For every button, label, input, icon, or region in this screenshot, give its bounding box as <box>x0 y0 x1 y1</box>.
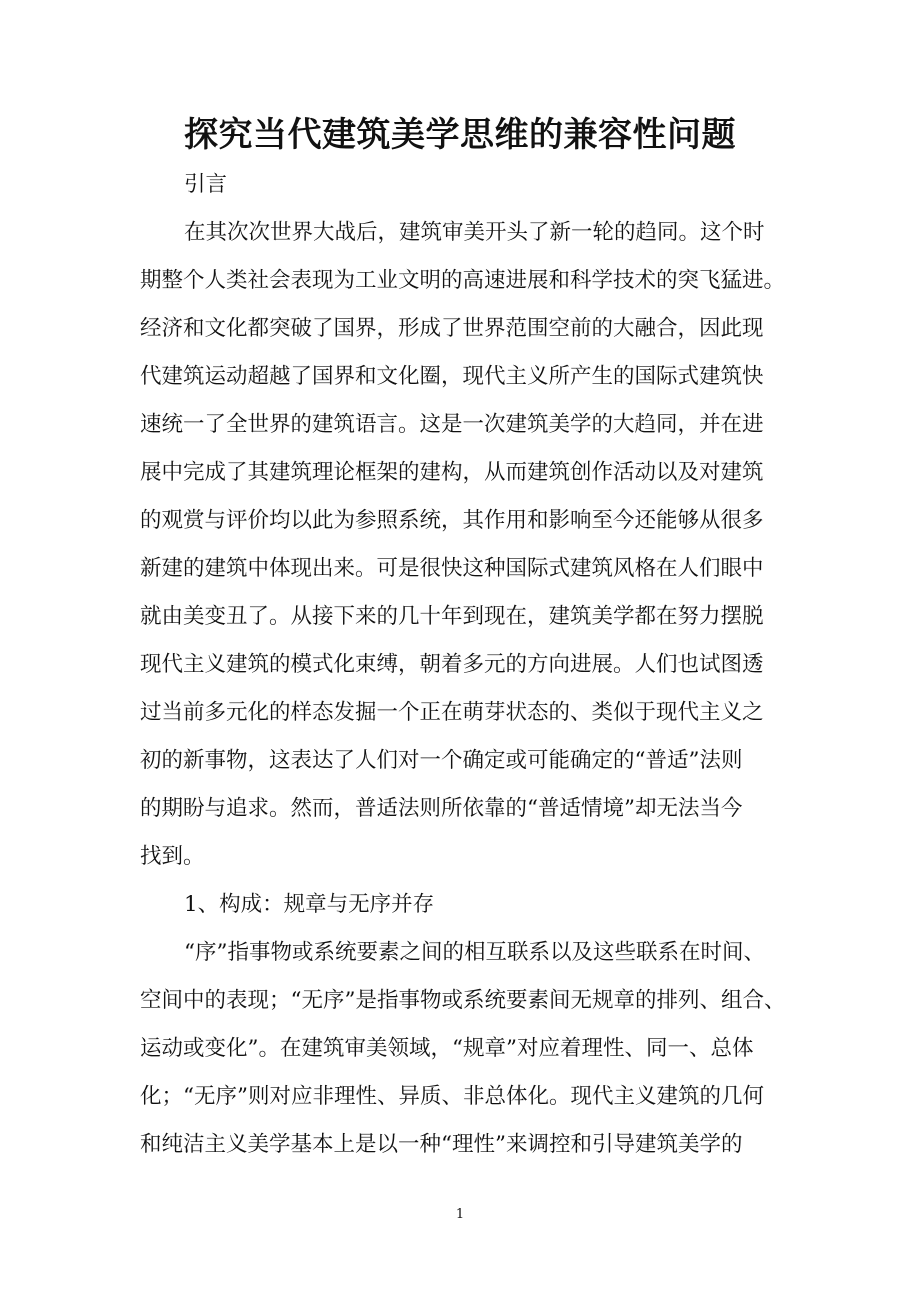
paragraph-line: 找到。 <box>140 844 205 869</box>
paragraph-line: “序”指事物或系统要素之间的相互联系以及这些联系在时间、 <box>184 940 765 965</box>
paragraph-line: 过当前多元化的样态发掘一个正在萌芽状态的、类似于现代主义之 <box>140 700 764 725</box>
paragraph-line: 在其次次世界大战后，建筑审美开头了新一轮的趋同。这个时 <box>184 220 765 245</box>
paragraph-line: 和纯洁主义美学基本上是以一种“理性”来调控和引导建筑美学的 <box>140 1132 743 1157</box>
paragraph-line: 代建筑运动超越了国界和文化圈，现代主义所产生的国际式建筑快 <box>140 364 764 389</box>
paragraph-2 <box>140 929 820 1169</box>
paragraph-line: 运动或变化”。在建筑审美领域，“规章”对应着理性、同一、总体 <box>140 1036 754 1061</box>
page-number: 1 <box>455 1207 465 1222</box>
paragraph-line: 的期盼与追求。然而，普适法则所依靠的“普适情境”却无法当今 <box>140 796 743 821</box>
paragraph-line: 速统一了全世界的建筑语言。这是一次建筑美学的大趋同，并在进 <box>140 412 764 437</box>
paragraph-line: 初的新事物，这表达了人们对一个确定或可能确定的“普适”法则 <box>140 748 743 773</box>
document-body <box>140 161 820 1169</box>
paragraph-line: 经济和文化都突破了国界，形成了世界范围空前的大融合，因此现 <box>140 316 764 341</box>
paragraph-line: 期整个人类社会表现为工业文明的高速进展和科学技术的突飞猛进。 <box>140 268 786 293</box>
paragraph-line: 空间中的表现；“无序”是指事物或系统要素间无规章的排列、组合、 <box>140 988 786 1013</box>
paragraph-line: 的观赏与评价均以此为参照系统，其作用和影响至今还能够从很多 <box>140 508 764 533</box>
paragraph-line: 现代主义建筑的模式化束缚，朝着多元的方向进展。人们也试图透 <box>140 652 764 677</box>
paragraph-1 <box>140 209 820 881</box>
document-title: 探究当代建筑美学思维的兼容性问题 <box>184 115 736 155</box>
paragraph-line: 就由美变丑了。从接下来的几十年到现在，建筑美学都在努力摆脱 <box>140 604 764 629</box>
paragraph-line: 化；“无序”则对应非理性、异质、非总体化。现代主义建筑的几何 <box>140 1084 764 1109</box>
section-1-heading: 1、构成：规章与无序并存 <box>184 892 435 917</box>
paragraph-line: 展中完成了其建筑理论框架的建构，从而建筑创作活动以及对建筑 <box>140 460 764 485</box>
paragraph-line: 新建的建筑中体现出来。可是很快这种国际式建筑风格在人们眼中 <box>140 556 764 581</box>
intro-heading: 引言 <box>184 172 228 197</box>
